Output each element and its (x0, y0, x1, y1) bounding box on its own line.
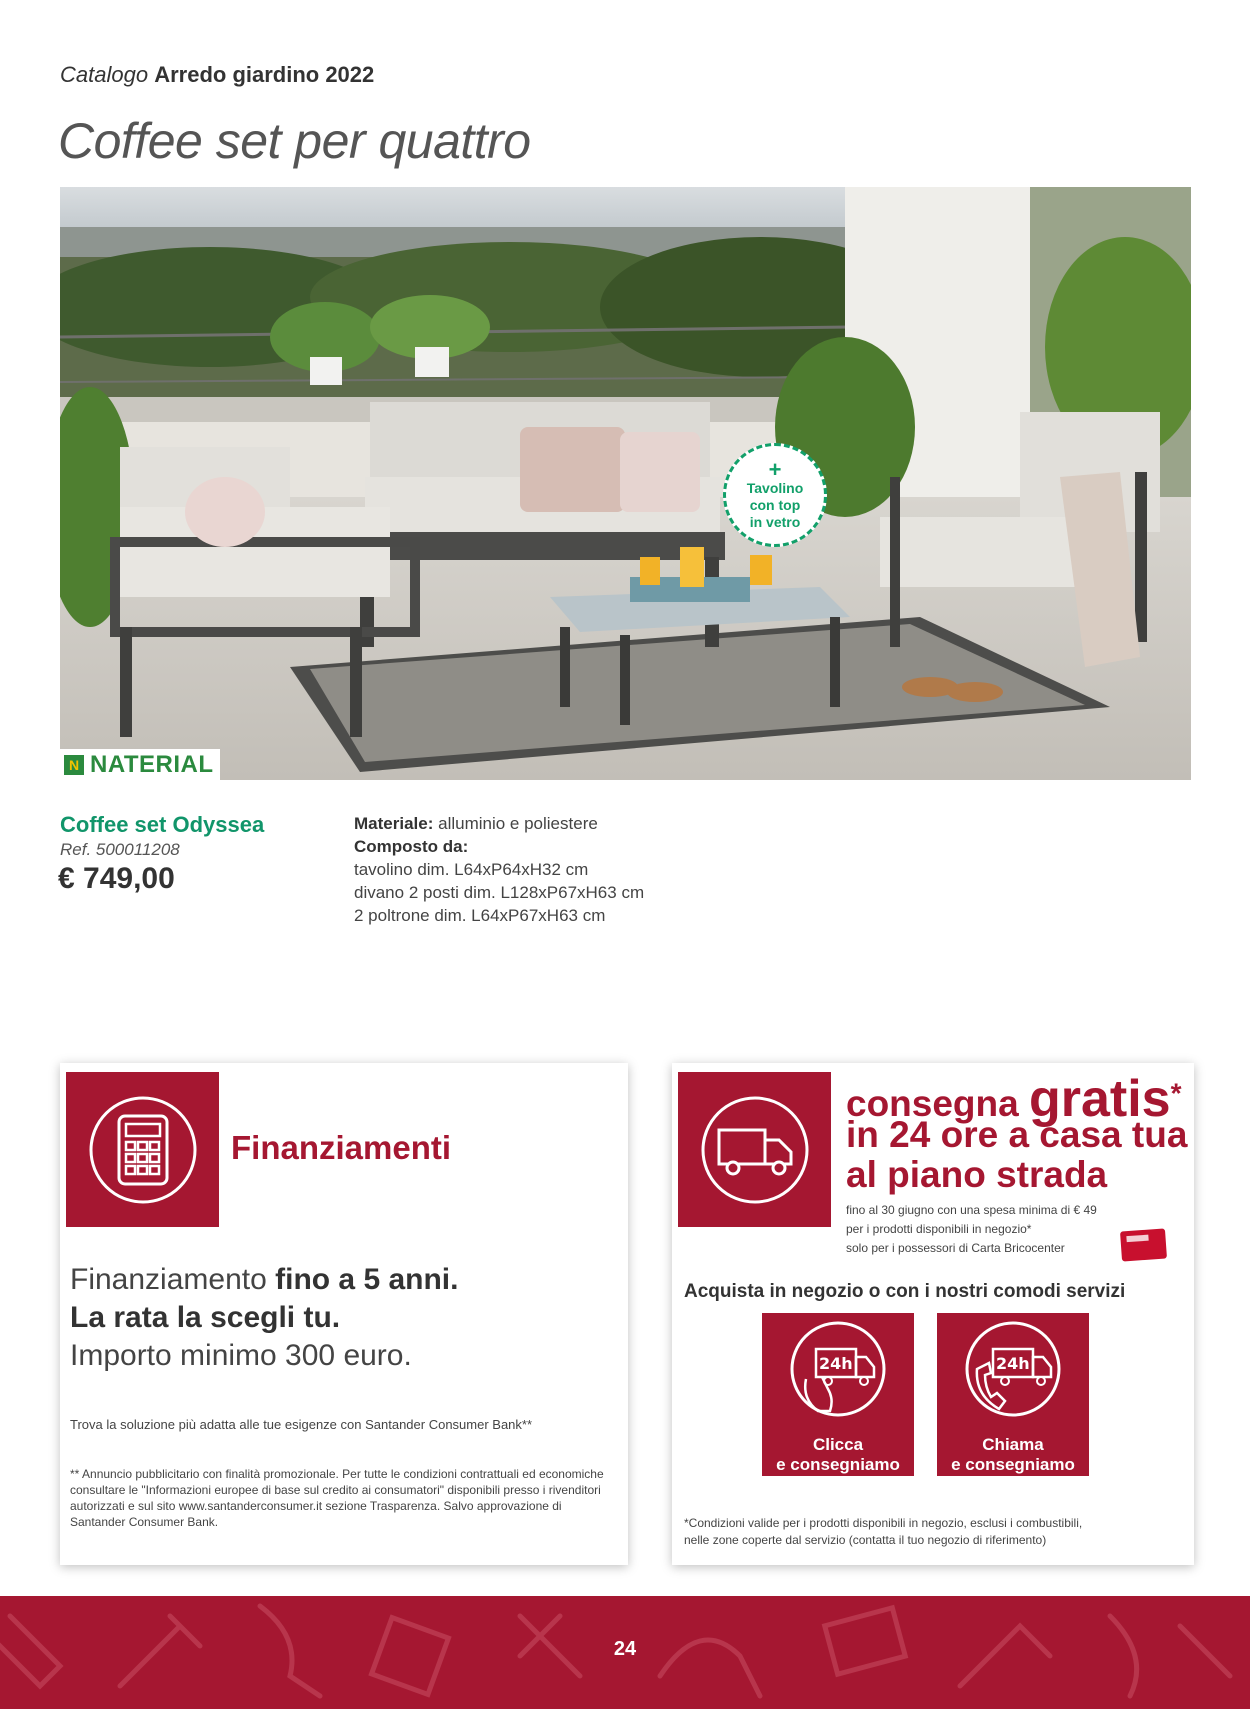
material-label: Materiale: (354, 814, 434, 833)
truck-icon (699, 1094, 811, 1206)
badge-line-2: con top (749, 496, 801, 513)
click-and-deliver-tile (762, 1313, 914, 1476)
glass-top-table-badge (723, 443, 827, 547)
delivery-footnote-line1: *Condizioni valide per i prodotti disponibili in negozio, esclusi i combustibili, (684, 1516, 1083, 1530)
terrace-scene-illustration (60, 187, 1191, 780)
call-icon-text: 24h (996, 1354, 1030, 1373)
calculator-icon (87, 1094, 199, 1206)
financing-rate: La rata la scegli tu. (70, 1301, 341, 1334)
catalog-name: Arredo giardino 2022 (154, 62, 375, 87)
composed-label: Composto da: (354, 837, 469, 856)
badge-line-1: Tavolino (746, 479, 804, 496)
click-label (762, 1435, 914, 1475)
call-label-line2: e consegniamo (951, 1455, 1075, 1474)
financing-box (60, 1063, 628, 1565)
financing-minimum: Importo minimo 300 euro. (70, 1339, 412, 1372)
badge-plus: + (768, 456, 782, 482)
page-number: 24 (613, 1638, 637, 1660)
financing-icon-tile (66, 1072, 219, 1227)
delivery-conditions (846, 1201, 1097, 1258)
component-item: tavolino dim. L64xP64xH32 cm (354, 860, 589, 879)
financing-duration-normal: Finanziamento (70, 1263, 267, 1296)
product-photo (60, 187, 1191, 780)
call-and-deliver-tile (937, 1313, 1089, 1476)
click-label-line1: Clicca (812, 1435, 864, 1454)
delivery-footnote (684, 1515, 1082, 1549)
delivery-headline-line3: al piano strada (846, 1154, 1108, 1195)
naterial-brand-logo (60, 749, 220, 781)
delivery-note-line1: fino al 30 giugno con una spesa minima di € 49 (846, 1203, 1097, 1217)
material-row (354, 812, 644, 835)
delivery-headline-line2: in 24 ore a casa tua (846, 1114, 1188, 1155)
call-24h-icon (963, 1319, 1063, 1429)
delivery-headline-free: gratis (1029, 1070, 1171, 1128)
delivery-icon-tile (678, 1072, 831, 1227)
naterial-brand-name: NATERIAL (90, 751, 214, 778)
product-price: € 749,00 (58, 862, 175, 895)
component-item: 2 poltrone dim. L64xP67xH63 cm (354, 906, 606, 925)
catalog-prefix: Catalogo (60, 62, 149, 87)
click-label-line2: e consegniamo (776, 1455, 900, 1474)
catalog-label (60, 62, 374, 88)
call-label (937, 1435, 1089, 1475)
product-specs (354, 812, 644, 927)
product-ref: Ref. 500011208 (60, 840, 180, 859)
delivery-note-line3: solo per i possessori di Carta Bricocenter (846, 1241, 1065, 1255)
naterial-logo-icon: N (64, 755, 84, 775)
delivery-headline-word1: consegna (846, 1083, 1019, 1124)
component-item: divano 2 posti dim. L128xP67xH63 cm (354, 883, 645, 902)
delivery-headline-mark: * (1170, 1077, 1182, 1109)
delivery-footnote-line2: nelle zone coperte dal servizio (contatta il tuo negozio di riferimento) (684, 1533, 1047, 1547)
financing-title: Finanziamenti (231, 1129, 452, 1166)
financing-solution-text: Trova la soluzione più adatta alle tue esigenze con Santander Consumer Bank** (70, 1417, 533, 1432)
delivery-headline-lines (846, 1115, 1187, 1195)
financing-duration (70, 1263, 458, 1297)
delivery-note-line2: per i prodotti disponibili in negozio* (846, 1222, 1032, 1236)
call-label-line1: Chiama (982, 1435, 1044, 1454)
material-value: alluminio e poliestere (438, 814, 598, 833)
product-name: Coffee set Odyssea (60, 812, 265, 837)
delivery-subheading: Acquista in negozio o con i nostri comodi servizi (684, 1281, 1126, 1302)
page-title: Coffee set per quattro (58, 113, 531, 169)
financing-duration-bold: fino a 5 anni. (275, 1263, 459, 1296)
badge-line-3: in vetro (749, 513, 801, 530)
click-24h-icon (788, 1319, 888, 1429)
financing-legal-text: ** Annuncio pubblicitario con finalità promozionale. Per tutte le condizioni contrattuali ed economiche consultare le "Informazioni europee di base sul credito ai consumatori" disponibili presso i rivenditori autorizzati e sul sito www.santanderconsumer.it sezione Trasparenza. Salvo approvazione di Santander Consumer Bank. (70, 1467, 604, 1529)
page-footer (0, 1596, 1250, 1709)
bricocenter-card-icon (1120, 1228, 1167, 1261)
click-icon-text: 24h (819, 1354, 853, 1373)
delivery-box (672, 1063, 1194, 1565)
